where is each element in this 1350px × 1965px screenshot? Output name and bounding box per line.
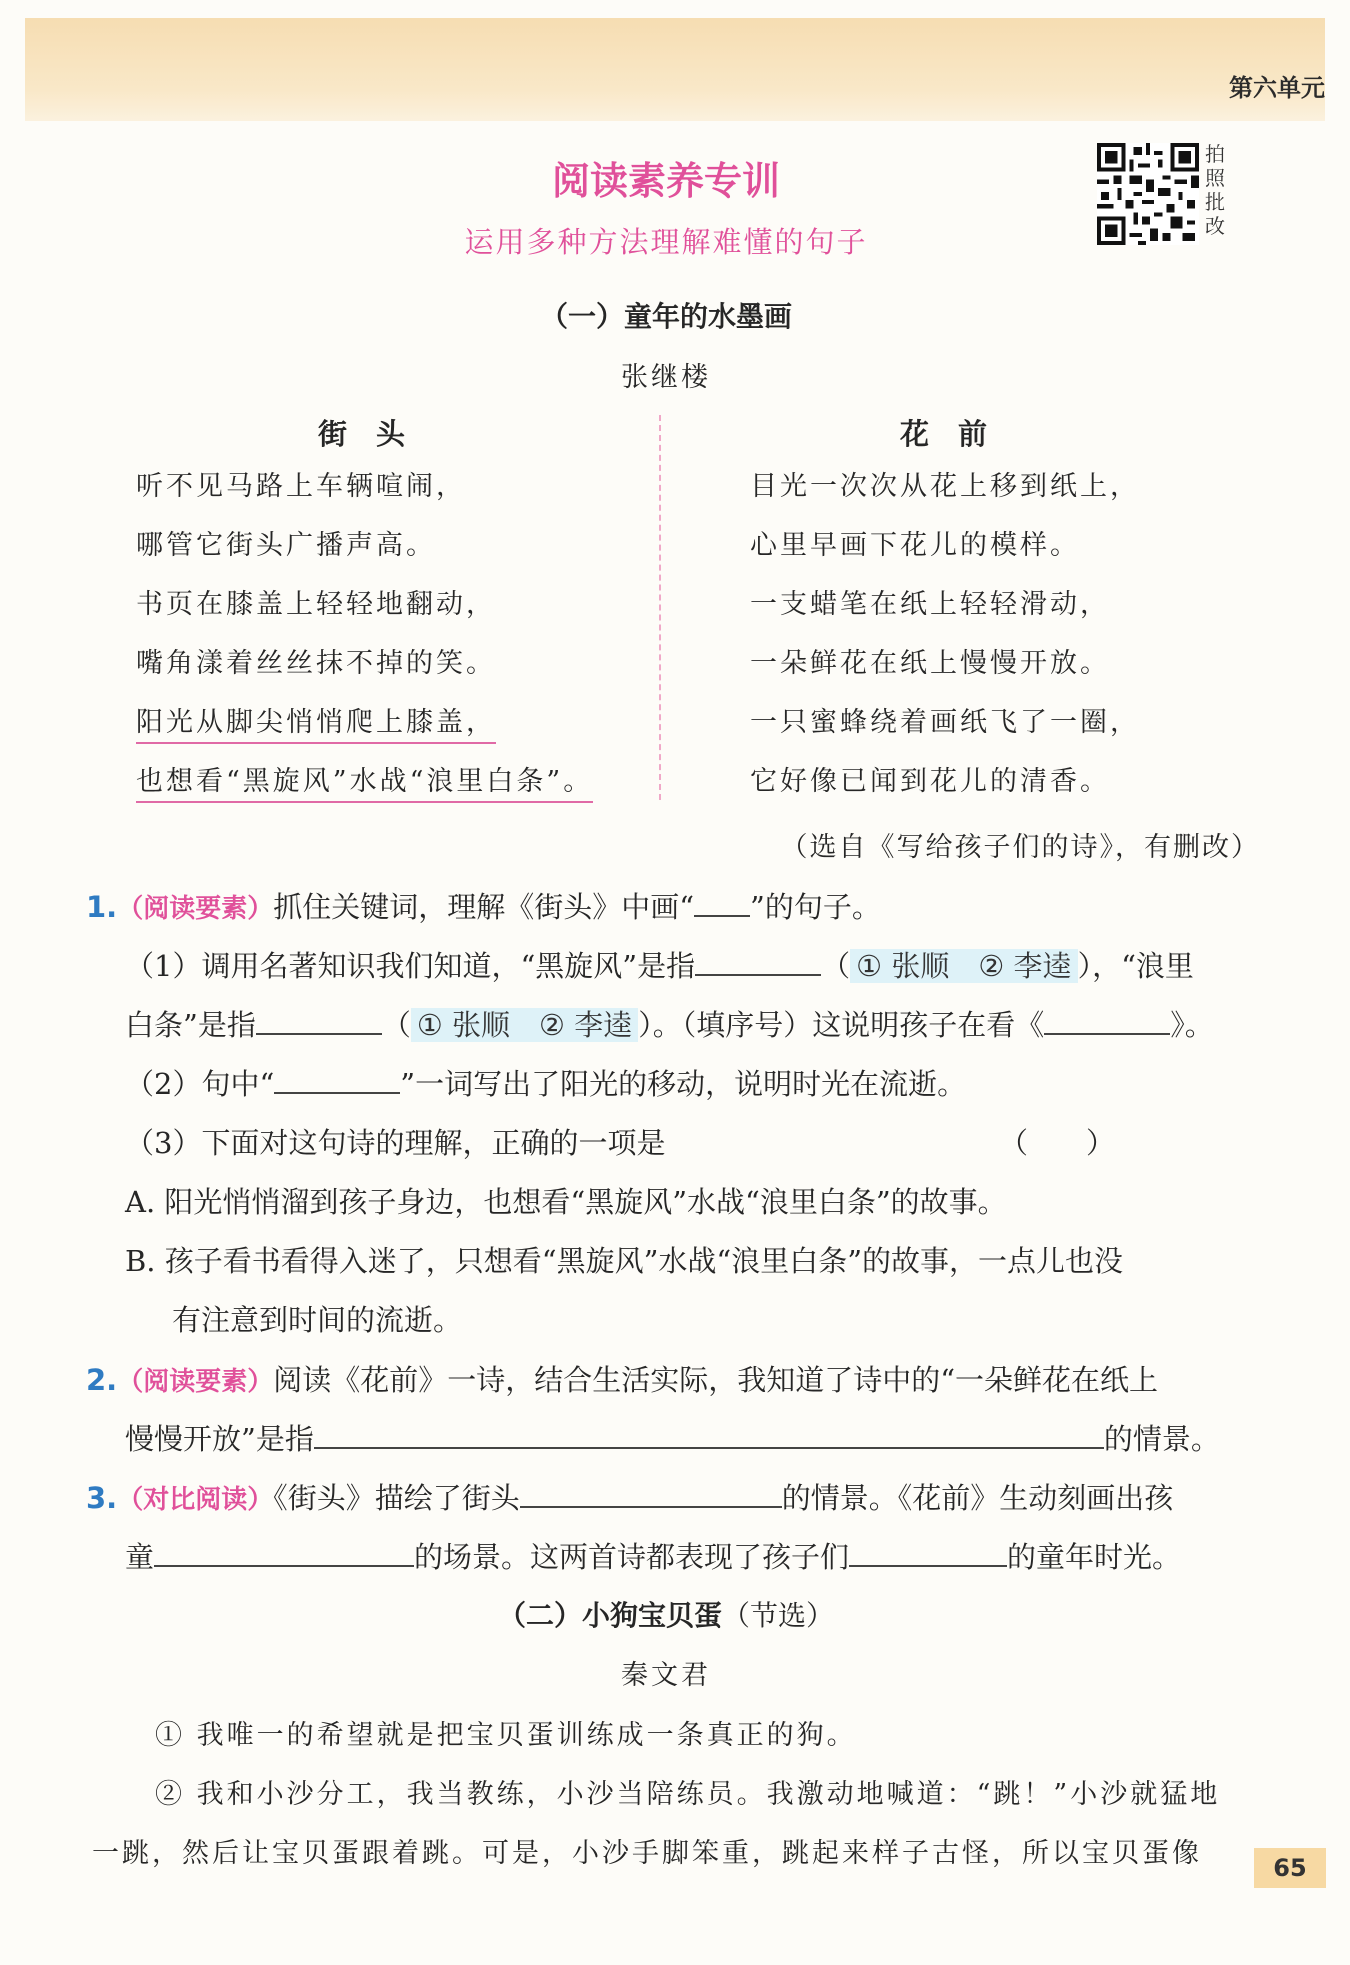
question-3-line-2: 童 的场景。这两首诗都表现了孩子们 的童年时光。 [125, 1535, 1181, 1576]
poem-line: 目光一次次从花上移到纸上， [750, 471, 1140, 502]
question-1-part-3: （3）下面对这句诗的理解，正确的一项是 （ ） [125, 1121, 1235, 1162]
poem-source: （选自《写给孩子们的诗》，有删改） [780, 832, 1260, 863]
poem-line-underlined: 阳光从脚尖悄悄爬上膝盖， [136, 699, 593, 758]
answer-blank[interactable] [274, 1062, 400, 1094]
poem-right [750, 463, 1140, 817]
section-subtitle: 运用多种方法理解难懂的句子 [464, 225, 868, 259]
poem-right-heading: 花 前 [900, 417, 988, 451]
poem-line: 一支蜡笔在纸上轻轻滑动， [750, 589, 1110, 620]
answer-blank[interactable] [694, 885, 750, 917]
passage1-title: （一）童年的水墨画 [539, 300, 792, 333]
poem-left [136, 463, 593, 817]
poem-line: 心里早画下花儿的模样。 [750, 530, 1080, 561]
question-2: 2.（阅读要素）阅读《花前》一诗，结合生活实际，我知道了诗中的“一朵鲜花在纸上 [86, 1363, 1159, 1397]
poem-line: 一只蜜蜂绕着画纸飞了一圈， [750, 707, 1140, 738]
unit-label: 第六单元 [1229, 74, 1325, 102]
passage1-author: 张继楼 [621, 362, 711, 393]
answer-blank[interactable] [520, 1476, 782, 1508]
option-a[interactable]: A. 阳光悄悄溜到孩子身边，也想看“黑旋风”水战“浪里白条”的故事。 [125, 1185, 1007, 1219]
answer-blank[interactable] [849, 1535, 1007, 1567]
poem-line-underlined: 也想看“黑旋风”水战“浪里白条”。 [136, 758, 593, 817]
poem-line: 哪管它街头广播声高。 [136, 530, 436, 561]
paragraph-1: ① 我唯一的希望就是把宝贝蛋训练成一条真正的狗。 [155, 1720, 857, 1751]
header-band [25, 18, 1325, 121]
passage2-author: 秦文君 [621, 1660, 711, 1691]
poem-line: 听不见马路上车辆喧闹， [136, 471, 466, 502]
option-choices: ① 张顺 ② 李逵 [850, 949, 1077, 983]
answer-blank[interactable] [314, 1417, 1104, 1449]
page-number: 65 [1254, 1848, 1326, 1888]
answer-blank[interactable] [1044, 1003, 1170, 1035]
qr-label: 拍照批改 [1205, 142, 1225, 238]
poem-line: 它好像已闻到花儿的清香。 [750, 766, 1110, 797]
question-3: 3.（对比阅读）《街头》描绘了街头 的情景。《花前》生动刻画出孩 [86, 1476, 1173, 1517]
question-1-part-2: （2）句中“ ”一词写出了阳光的移动，说明时光在流逝。 [125, 1062, 966, 1103]
paragraph-2-continued: 一跳，然后让宝贝蛋跟着跳。可是，小沙手脚笨重，跳起来样子古怪，所以宝贝蛋像 [92, 1838, 1202, 1869]
poem-line: 书页在膝盖上轻轻地翻动， [136, 589, 496, 620]
answer-blank[interactable] [695, 944, 821, 976]
poem-left-heading: 街 头 [318, 417, 406, 451]
answer-blank[interactable] [154, 1535, 414, 1567]
question-1-part-1-line-2: 白条”是指 （ ① 张顺 ② 李逵 ）。（填序号）这说明孩子在看《 》。 [125, 1003, 1214, 1044]
section-title: 阅读素养专训 [551, 159, 780, 203]
paragraph-2: ② 我和小沙分工，我当教练，小沙当陪练员。我激动地喊道：“跳！”小沙就猛地 [155, 1779, 1221, 1810]
option-choices: ① 张顺 ② 李逵 [411, 1008, 638, 1042]
poem-line: 嘴角漾着丝丝抹不掉的笑。 [136, 648, 496, 679]
question-1: 1.（阅读要素）抓住关键词，理解《街头》中画“ ”的句子。 [86, 885, 881, 926]
question-1-part-1-line-1: （1）调用名著知识我们知道，“黑旋风”是指 （ ① 张顺 ② 李逵 ），“浪里 [125, 944, 1194, 985]
passage2-title: （二）小狗宝贝蛋（节选） [497, 1599, 835, 1632]
answer-parentheses[interactable]: （ ） [998, 1126, 1115, 1160]
option-b-continued: 有注意到时间的流逝。 [172, 1303, 463, 1337]
option-b[interactable]: B. 孩子看书看得入迷了，只想看“黑旋风”水战“浪里白条”的故事，一点儿也没 [125, 1244, 1124, 1278]
question-2-line-2: 慢慢开放”是指 的情景。 [125, 1417, 1220, 1458]
answer-blank[interactable] [256, 1003, 382, 1035]
poem-line: 一朵鲜花在纸上慢慢开放。 [750, 648, 1110, 679]
poem-divider [659, 415, 661, 800]
